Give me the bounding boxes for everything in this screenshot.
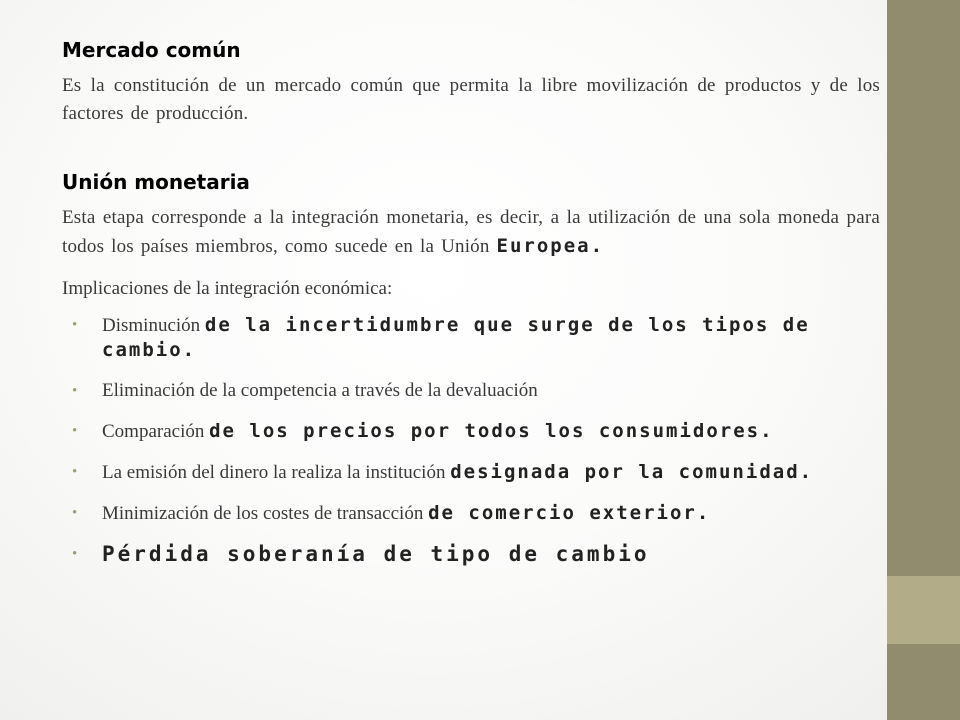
list-item — [62, 379, 880, 403]
bullet-text: Disminución — [102, 315, 205, 336]
section-body-union-monetaria — [62, 204, 880, 261]
bullet-glyph-text: Pérdida soberanía de tipo de cambio — [102, 542, 650, 566]
union-monetaria-glyph-text: Europea. — [496, 235, 605, 257]
slide-content — [62, 36, 880, 584]
list-item — [62, 313, 880, 363]
bullet-glyph-text: de los precios por todos los consumidores. — [209, 420, 774, 442]
list-item — [62, 419, 880, 444]
bullet-icon: • — [72, 383, 78, 399]
section-body-mercado-comun: Es la constitución de un mercado común que permita la libre movilización de productos y de los factores de producción. — [62, 75, 880, 124]
bullet-glyph-text: designada por la comunidad. — [450, 461, 814, 483]
section-heading-union-monetaria: Unión monetaria — [62, 170, 250, 194]
bullet-text: Comparación — [102, 421, 210, 442]
implicaciones-intro: Implicaciones de la integración económica: — [62, 278, 393, 299]
bullet-text: Minimización de los costes de transacción — [102, 503, 429, 524]
bullet-icon: • — [72, 546, 78, 562]
bullet-icon: • — [72, 505, 78, 521]
bullet-glyph-text: de comercio exterior. — [428, 502, 711, 524]
bullet-text: Eliminación de la competencia a través de la devaluación — [102, 380, 538, 401]
bullet-glyph-text: de la incertidumbre que surge de los tipos de cambio. — [102, 314, 810, 361]
implicaciones-list — [62, 313, 880, 568]
decorative-sidebar-band — [887, 576, 960, 644]
bullet-icon: • — [72, 423, 78, 439]
list-item — [62, 542, 880, 568]
bullet-icon: • — [72, 317, 78, 333]
bullet-icon: • — [72, 464, 78, 480]
union-monetaria-text: Esta etapa corresponde a la integración monetaria, es decir, a la utilización de una sola moneda para todos los países miembros, como sucede en la Unión — [62, 207, 880, 257]
section-heading-mercado-comun: Mercado común — [62, 38, 241, 62]
list-item — [62, 460, 880, 485]
bullet-text: La emisión del dinero la realiza la institución — [102, 462, 451, 483]
list-item — [62, 501, 880, 526]
